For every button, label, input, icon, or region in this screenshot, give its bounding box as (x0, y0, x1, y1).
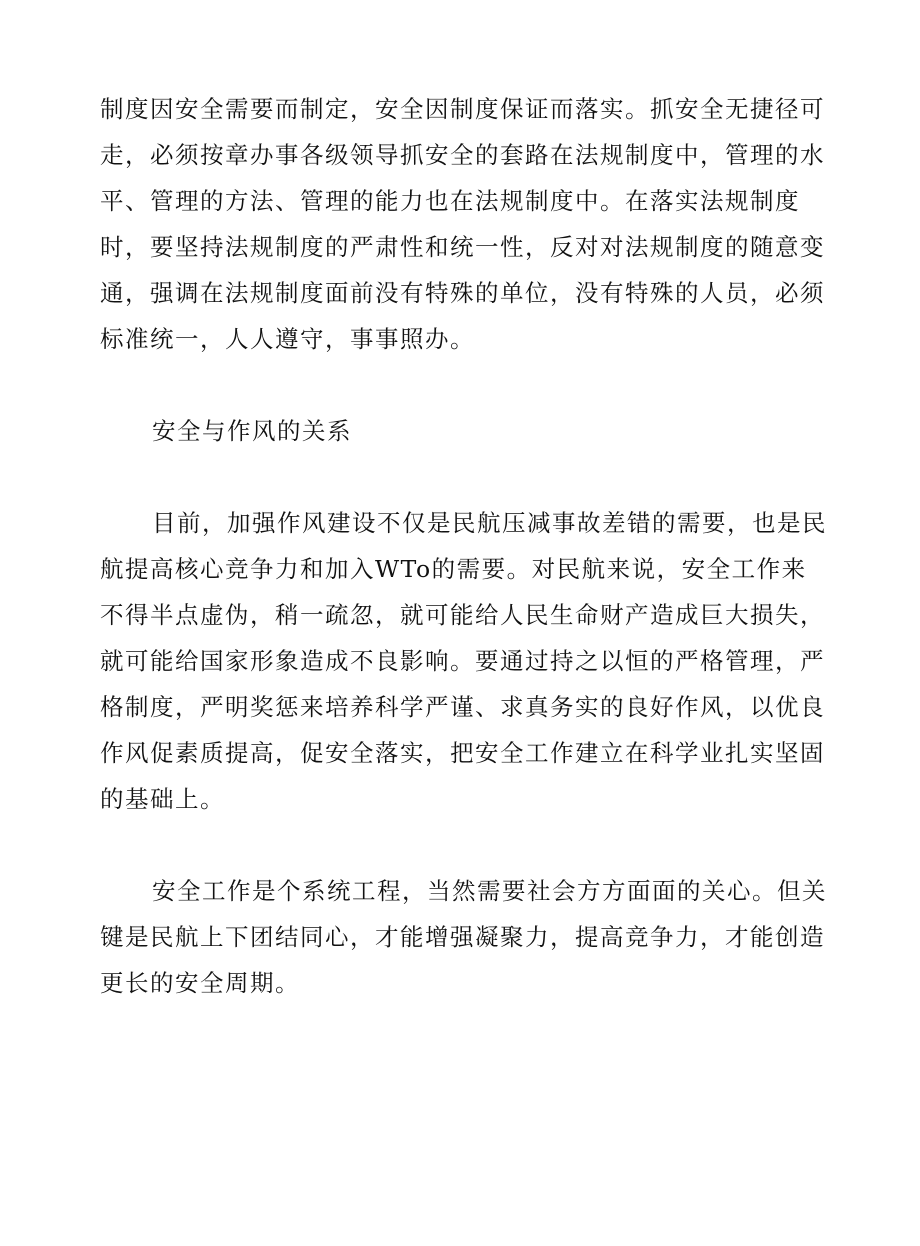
paragraph-spacer (100, 362, 830, 408)
body-paragraph-3: 安全工作是个系统工程，当然需要社会方方面面的关心。但关键是民航上下团结同心，才能增强凝聚力，提高竞争力，才能创造更长的安全周期。 (100, 877, 827, 997)
document-page (100, 86, 830, 1006)
paragraph-spacer (100, 822, 830, 868)
body-paragraph-1: 制度因安全需要而制定，安全因制度保证而落实。抓安全无捷径可走，必须按章办事各级领导抓安全的套路在法规制度中，管理的水平、管理的方法、管理的能力也在法规制度中。在落实法规制度时，要坚持法规制度的严肃性和统一性，反对对法规制度的随意变通，强调在法规制度面前没有特殊的单位，没有特殊的人员，必须标准统一，人人遵守，事事照办。 (100, 95, 825, 353)
body-paragraph-2: 目前，加强作风建设不仅是民航压减事故差错的需要，也是民航提高核心竞争力和加入WTo的需要。对民航来说，安全工作来不得半点虚伪，稍一疏忽，就可能给人民生命财产造成巨大损失，就可能给国家形象造成不良影响。要通过持之以恒的严格管理，严格制度，严明奖惩来培养科学严谨、求真务实的良好作风，以优良作风促素质提高，促安全落实，把安全工作建立在科学业扎实坚固的基础上。 (100, 509, 827, 813)
paragraph-spacer (100, 454, 830, 500)
section-heading: 安全与作风的关系 (152, 417, 352, 445)
